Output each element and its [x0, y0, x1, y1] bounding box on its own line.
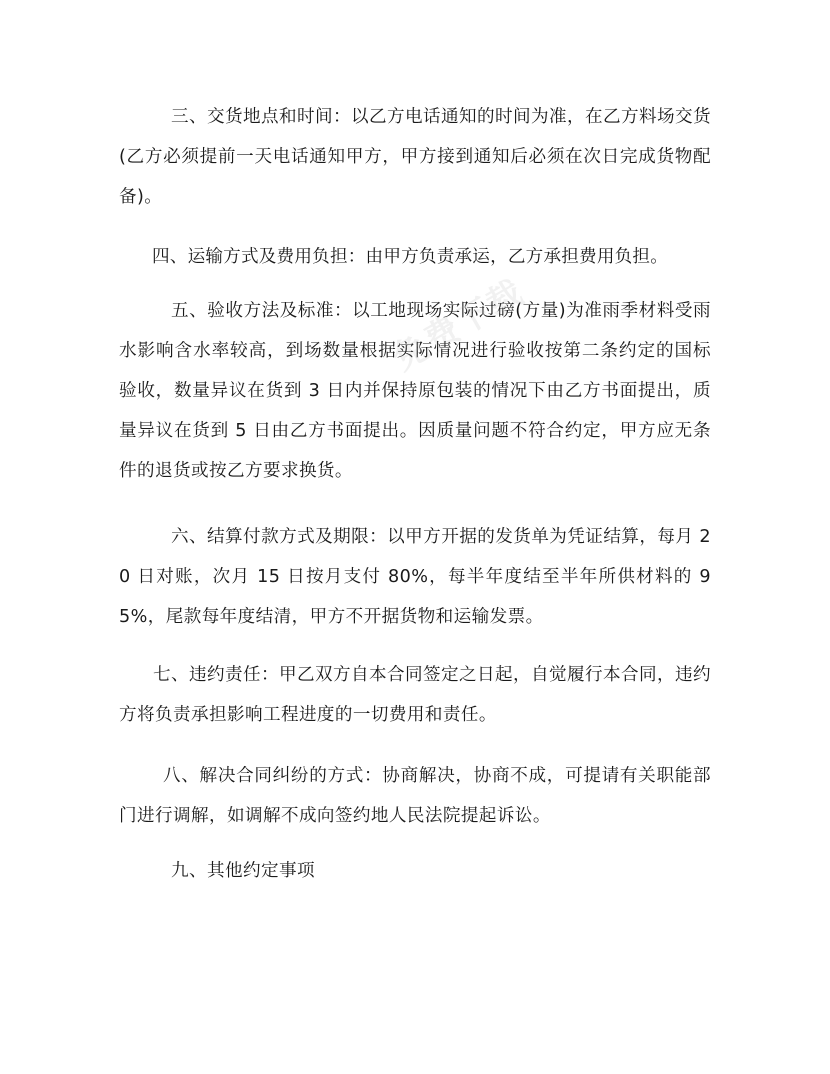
clause-liability: 七、违约责任：甲乙双方自本合同签定之日起，自觉履行本合同，违约方将负责承担影响工程进度的一切费用和责任。 [119, 665, 711, 725]
clause-transport: 四、运输方式及费用负担：由甲方负责承运，乙方承担费用负担。 [152, 247, 669, 267]
watermark: 免费下载 [386, 272, 532, 379]
clause-dispute: 八、解决合同纠纷的方式：协商解决，协商不成，可提请有关职能部门进行调解，如调解不成向签约地人民法院提起诉讼。 [119, 766, 711, 826]
clause-acceptance: 五、验收方法及标准：以工地现场实际过磅(方量)为准雨季材料受雨水影响含水率较高，到场数量根据实际情况进行验收按第二条约定的国标验收，数量异议在货到 3 日内并保持原包装的情况下由乙方书面提出，质量异议在货到 5 日由乙方书面提出。因质量问题不符合约定，甲方应无条件的退货或按乙方要求换货。 [119, 301, 711, 481]
clause-settlement: 六、结算付款方式及期限：以甲方开据的发货单为凭证结算，每月 20 日对账，次月 15 日按月支付 80%，每半年度结至半年所供材料的 95%，尾款每年度结清，甲方不开据货物和运输发票。 [119, 527, 711, 627]
clause-delivery: 三、交货地点和时间：以乙方电话通知的时间为准，在乙方料场交货(乙方必须提前一天电话通知甲方，甲方接到通知后必须在次日完成货物配备)。 [119, 107, 711, 207]
clause-other: 九、其他约定事项 [171, 861, 315, 881]
